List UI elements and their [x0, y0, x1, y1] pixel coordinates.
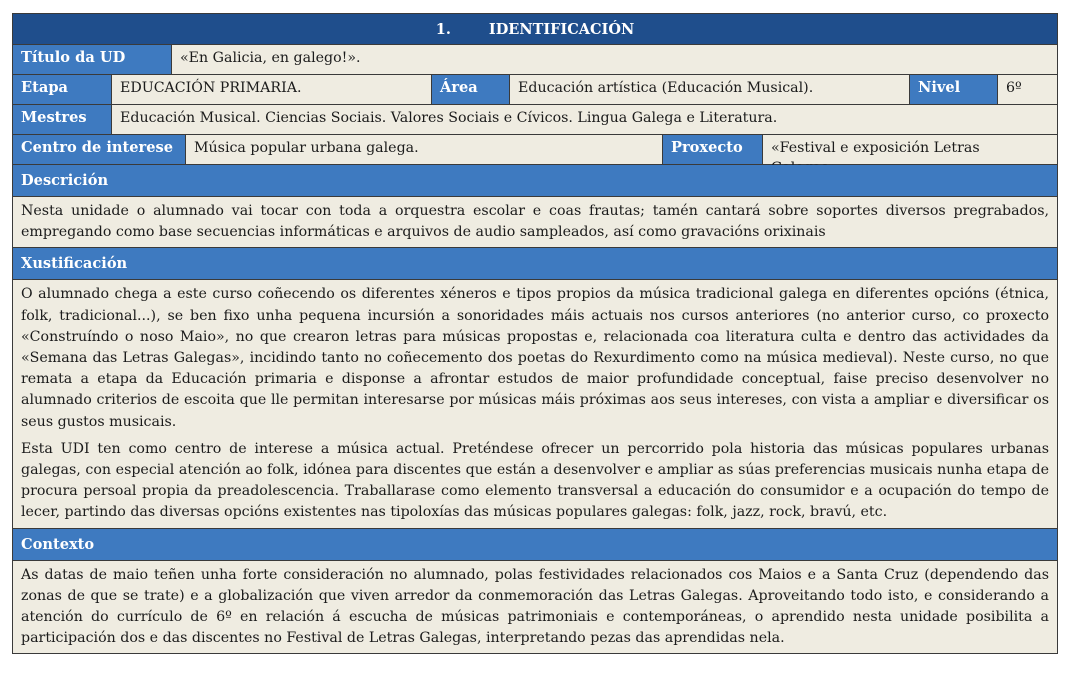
descricion-heading: Descrición — [13, 165, 1057, 196]
etapa-label: Etapa — [13, 75, 111, 104]
row-xustificacion-heading — [12, 248, 1058, 280]
row-mestres — [12, 105, 1058, 135]
row-centro-interese — [12, 135, 1058, 165]
nivel-value: 6º — [997, 75, 1057, 104]
titulo-value: «En Galicia, en galego!». — [171, 45, 1057, 74]
nivel-label: Nivel — [909, 75, 997, 104]
row-descricion-heading — [12, 165, 1058, 197]
mestres-label: Mestres — [13, 105, 111, 134]
etapa-value: EDUCACIÓN PRIMARIA. — [111, 75, 431, 104]
identification-table — [12, 13, 1058, 654]
xustificacion-paragraph-2: Esta UDI ten como centro de interese a música actual. Preténdese ofrecer un percorrido pola historia das músicas populares urbanas galegas, con especial atención ao folk, idónea para discentes que están a desenvolver e ampliar as súas preferencias musicais nunha etapa de procura persoal propia da preadolescencia. Traballarase como elemento transversal a educación do consumidor e a ocupación do tempo de lecer, partindo das diversas opcións existentes nas tipoloxías das músicas populares galegas: folk, jazz, rock, bravú, etc. — [21, 440, 1049, 521]
centro-value: Música popular urbana galega. — [185, 135, 662, 164]
contexto-heading: Contexto — [13, 529, 1057, 560]
mestres-value: Educación Musical. Ciencias Sociais. Valores Sociais e Cívicos. Lingua Galega e Literatura. — [111, 105, 1057, 134]
descricion-text — [13, 197, 1057, 247]
titulo-label: Título da UD — [13, 45, 171, 74]
row-etapa — [12, 75, 1058, 105]
section-title: IDENTIFICACIÓN — [488, 20, 635, 38]
row-contexto-body — [12, 561, 1058, 655]
proxecto-value: «Festival e exposición Letras — [762, 135, 1057, 164]
section-number: 1. — [435, 20, 451, 38]
descricion-paragraph: Nesta unidade o alumnado vai tocar con toda a orquestra escolar e coas frautas; tamén cantará sobre soportes diversos pregrabados, empregando como base secuencias informáticas e arquivos de audio sampleados, así como gravacións orixinais — [21, 203, 1049, 241]
contexto-paragraph: As datas de maio teñen unha forte consideración no alumnado, polas festividades relacionados cos Maios e a Santa Cruz (dependendo das zonas de que se trate) e a globalización que viven arredor da conmemoración das Letras Galegas. Aproveitando todo isto, e considerando a atención do currículo de 6º en relación á escucha de músicas patrimoniais e contemporáneas, o aprendido nesta unidade posibilita a participación dos e das discentes no Festival de Letras Galegas, interpretando pezas das aprendidas nela. — [21, 566, 1049, 647]
row-contexto-heading — [12, 529, 1058, 561]
centro-label: Centro de interese — [13, 135, 185, 164]
contexto-text — [13, 561, 1057, 654]
row-descricion-body — [12, 197, 1058, 248]
row-titulo — [12, 45, 1058, 75]
xustificacion-paragraph-1: O alumnado chega a este curso coñecendo os diferentes xéneros e tipos propios da música tradicional galega en diferentes opcións (étnica, folk, tradicional...), se ben fixo unha pequena incursión a sonoridades máis actuais nos cursos anteriores (no anterior curso, co proxecto «Construíndo o noso Maio», no que crearon letras para músicas propostas e, relacionada coa literatura culta e dentro das actividades da «Semana das Letras Galegas», incidindo tanto no coñecemento dos poetas do Rexurdimento como na música medieval). Neste curso, no que remata a etapa da Educación primaria e disponse a afrontar estudos de maior profundidade conceptual, faise preciso desenvolver no alumnado criterios de escoita que lle permitan interesarse por músicas máis próximas aos seus intereses, con vista a ampliar e diversificar os seus gustos musicais. — [21, 286, 1049, 430]
xustificacion-text — [13, 280, 1057, 527]
section-title-bar — [12, 13, 1058, 45]
row-xustificacion-body — [12, 280, 1058, 528]
area-label: Área — [431, 75, 509, 104]
xustificacion-heading: Xustificación — [13, 248, 1057, 279]
proxecto-label: Proxecto — [662, 135, 762, 164]
area-value: Educación artística (Educación Musical). — [509, 75, 909, 104]
